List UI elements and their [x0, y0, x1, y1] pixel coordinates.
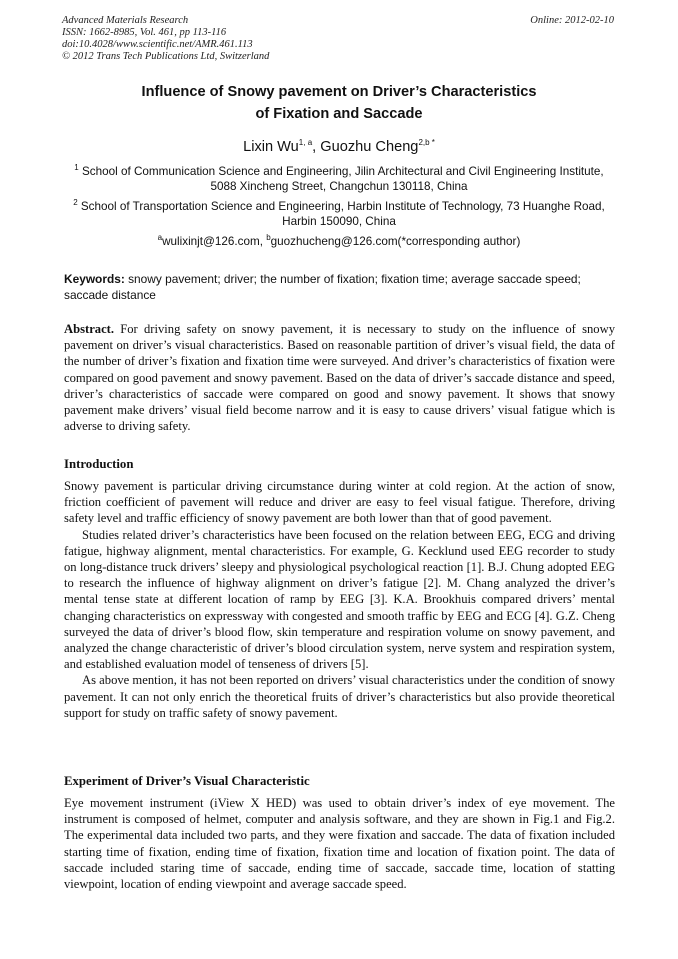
- online-date: Online: 2012-02-10: [530, 15, 614, 26]
- doi-line: doi:10.4028/www.scientific.net/AMR.461.113: [62, 39, 253, 50]
- experiment-body: [64, 795, 615, 892]
- affiliation-1-marker: 1: [74, 163, 79, 173]
- author-separator: ,: [312, 139, 321, 155]
- abstract-label: Abstract.: [64, 322, 115, 336]
- affiliation-2-marker: 2: [73, 198, 78, 208]
- email-b: guozhucheng@126.com(*corresponding author): [270, 235, 521, 248]
- title-line-1: Influence of Snowy pavement on Driver’s Characteristics: [141, 84, 537, 100]
- keywords: [64, 271, 615, 303]
- author-2-marker: 2,b *: [418, 138, 435, 148]
- journal-name: Advanced Materials Research: [62, 15, 189, 26]
- affiliation-1-text: School of Communication Science and Engineering, Jilin Architectural and Civil Engineering Institute, 5088 Xincheng Street, Changchun 130118, China: [78, 165, 604, 193]
- keywords-text: snowy pavement; driver; the number of fixation; fixation time; average saccade speed; saccade distance: [64, 272, 581, 302]
- author-1-marker: 1, a: [298, 138, 313, 148]
- author-2: Guozhu Cheng: [320, 139, 419, 155]
- experiment-heading: Experiment of Driver’s Visual Characteristic: [64, 774, 310, 788]
- intro-paragraph-2: Studies related driver’s characteristics have been focused on the relation between EEG, ECG and driving fatigue, highway alignment, mental characteristics. For example, G. Kecklund used EEG recorder to study on long-distance truck drivers’ sleepy and physiological psychological reaction [1]. B.J. Chung adopted EEG to research the influence of highway alignment on driver’s fatigue [2]. M. Chang analyzed the driver’s mental tense state at different location of ramp by EEG [3]. K.A. Brookhuis compared drivers’ mental changing characteristics on expressway with congested and smooth traffic by EEG and ECG [4]. G.Z. Cheng surveyed the data of driver’s blood flow, skin temperature and respiration volume on snowy pavement, and analyzed the change characteristic of driver’s blood circulation system, nerve system and respiration system, and established evaluation model of tenseness of drivers [5].: [64, 527, 615, 672]
- issn-line: ISSN: 1662-8985, Vol. 461, pp 113-116: [62, 27, 227, 38]
- copyright-line: © 2012 Trans Tech Publications Ltd, Switzerland: [62, 51, 270, 62]
- affiliation-1: [62, 164, 616, 194]
- intro-paragraph-1: Snowy pavement is particular driving circumstance during winter at cold region. At the action of snow, friction coefficient of pavement will reduce and driver are easy to feel visual fatigue. Therefore, driving safety level and traffic efficiency of snowy pavement are both lower than that of good pavement.: [64, 479, 615, 526]
- introduction-heading: Introduction: [64, 457, 134, 471]
- intro-paragraph-3: As above mention, it has not been reported on drivers’ visual characteristics under the condition of snowy pavement. It can not only enrich the theoretical fruits of driver’s characteristics but also provide theoretical support for study on traffic safety of snowy pavement.: [64, 673, 615, 720]
- affiliation-2-text: School of Transportation Science and Engineering, Harbin Institute of Technology, 73 Huanghe Road, Harbin 150090, China: [77, 200, 605, 228]
- abstract: [64, 321, 615, 434]
- email-a: wulixinjt@126.com,: [162, 235, 267, 248]
- author-list: [0, 138, 678, 156]
- author-emails: [0, 235, 678, 249]
- introduction-body: [64, 478, 615, 721]
- paper-title: [0, 81, 678, 125]
- email-b-marker: b: [266, 233, 271, 243]
- abstract-text: For driving safety on snowy pavement, it is necessary to study on the influence of snowy pavement on driver’s visual characteristics. Based on reasonable partition of driver’s visual field, the data of the number of driver’s fixation and fixation time were surveyed. And driver’s characteristics of fixation were compared on good pavement and snowy pavement. Based on the data of driver’s saccade distance and speed, driver’s characteristics of saccade were compared on good and snowy pavement. It shows that snowy pavement make drivers’ visual field become narrow and it is easy to cause drivers’ visual fatigue which is adverse to driving safety.: [64, 322, 615, 434]
- email-a-marker: a: [157, 233, 163, 243]
- title-line-2: of Fixation and Saccade: [255, 106, 423, 122]
- journal-header: [62, 15, 269, 63]
- keywords-label: Keywords:: [64, 272, 125, 286]
- experiment-paragraph-1: Eye movement instrument (iView X HED) was used to obtain driver’s index of eye movement. The instrument is composed of helmet, computer and analysis software, and they are shown in Fig.1 and Fig.2. The experimental data included two parts, and they were fixation and saccade. The data of fixation included starting time of fixation, ending time of fixation, fixation time and location of fixation point. The data of saccade included staring time of saccade, ending time of saccade, saccade time, location of statting viewpoint, location of ending viewpoint and average saccade speed.: [64, 796, 615, 892]
- affiliation-2: [62, 199, 616, 229]
- author-1: Lixin Wu: [243, 139, 299, 155]
